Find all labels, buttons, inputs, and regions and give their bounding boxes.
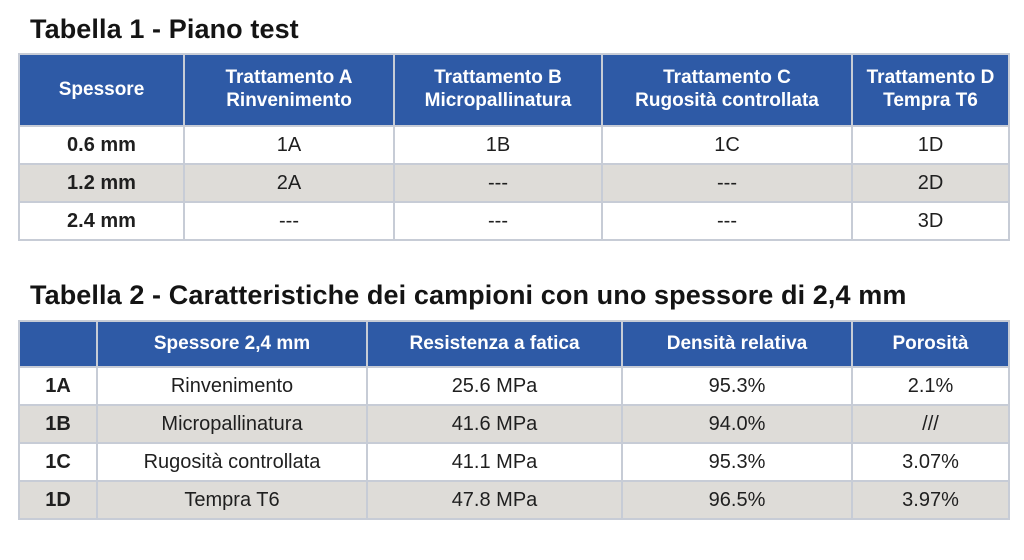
table-header-row — [19, 54, 1009, 126]
table-cell: 3.07% — [852, 443, 1009, 481]
table-cell: 1B — [394, 126, 602, 164]
table-row — [19, 481, 1009, 519]
header-line: Trattamento D — [866, 67, 995, 89]
table-row — [19, 405, 1009, 443]
header-line: Trattamento B — [434, 67, 562, 89]
table-cell: 3D — [852, 202, 1009, 240]
table-cell: --- — [394, 164, 602, 202]
table-cell: 41.6 MPa — [367, 405, 622, 443]
table-cell: Rugosità controllata — [97, 443, 367, 481]
column-header-treatment-d — [852, 54, 1009, 126]
table1-title: Tabella 1 - Piano test — [30, 14, 299, 44]
column-header-id — [19, 321, 97, 367]
table-cell: --- — [602, 164, 852, 202]
column-header-thickness — [19, 54, 184, 126]
column-header-treatment-a — [184, 54, 394, 126]
table-cell: 2A — [184, 164, 394, 202]
header-line: Trattamento C — [663, 67, 791, 89]
table-header-row — [19, 321, 1009, 367]
table-cell: 3.97% — [852, 481, 1009, 519]
table-row — [19, 164, 1009, 202]
table-cell: 95.3% — [622, 367, 852, 405]
header-line: Micropallinatura — [424, 90, 572, 111]
table-cell: 2D — [852, 164, 1009, 202]
row-label: 1A — [19, 367, 97, 405]
row-label: 0.6 mm — [19, 126, 184, 164]
table-cell: Tempra T6 — [97, 481, 367, 519]
header-line: Tempra T6 — [883, 90, 978, 111]
row-label: 2.4 mm — [19, 202, 184, 240]
row-label: 1C — [19, 443, 97, 481]
row-label: 1D — [19, 481, 97, 519]
row-label: 1B — [19, 405, 97, 443]
table-cell: 96.5% — [622, 481, 852, 519]
table-cell: 1A — [184, 126, 394, 164]
table-cell: 95.3% — [622, 443, 852, 481]
sample-characteristics-table — [18, 320, 1010, 520]
table-cell: 47.8 MPa — [367, 481, 622, 519]
table-row — [19, 126, 1009, 164]
column-header-treatment-b — [394, 54, 602, 126]
table-cell: --- — [602, 202, 852, 240]
table-cell: 94.0% — [622, 405, 852, 443]
header-line: Spessore — [58, 78, 145, 100]
column-header-porosity: Porosità — [852, 321, 1009, 367]
column-header-relative-density: Densità relativa — [622, 321, 852, 367]
table2-title: Tabella 2 - Caratteristiche dei campioni con uno spessore di 2,4 mm — [30, 280, 907, 310]
table-row — [19, 202, 1009, 240]
table-cell: --- — [394, 202, 602, 240]
column-header-fatigue-strength: Resistenza a fatica — [367, 321, 622, 367]
table-cell: Rinvenimento — [97, 367, 367, 405]
table-cell: 1C — [602, 126, 852, 164]
header-line: Trattamento A — [225, 67, 353, 89]
table-row — [19, 443, 1009, 481]
column-header-treatment-c — [602, 54, 852, 126]
column-header-thickness: Spessore 2,4 mm — [97, 321, 367, 367]
table-cell: 1D — [852, 126, 1009, 164]
table-cell: --- — [184, 202, 394, 240]
table-cell: Micropallinatura — [97, 405, 367, 443]
table-cell: 25.6 MPa — [367, 367, 622, 405]
table-cell: /// — [852, 405, 1009, 443]
header-line: Rugosità controllata — [635, 90, 819, 111]
test-plan-table — [18, 53, 1010, 241]
table-row — [19, 367, 1009, 405]
table-cell: 41.1 MPa — [367, 443, 622, 481]
row-label: 1.2 mm — [19, 164, 184, 202]
header-line: Rinvenimento — [226, 90, 352, 111]
table-cell: 2.1% — [852, 367, 1009, 405]
